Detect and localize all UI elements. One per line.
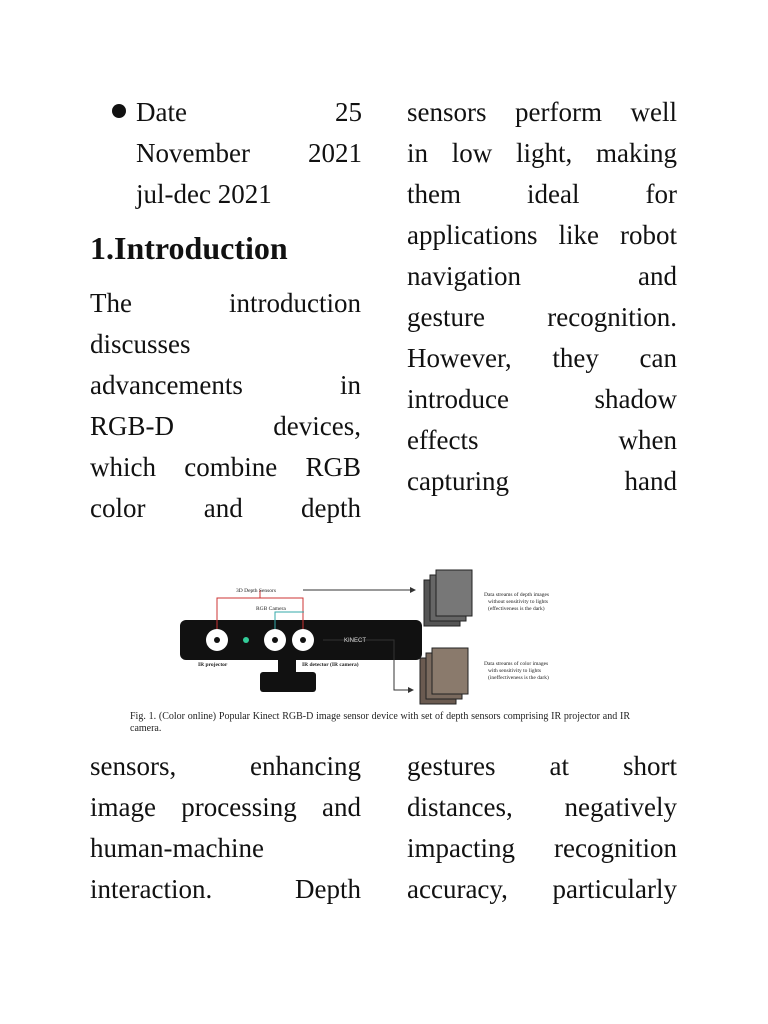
text-line: them ideal for <box>407 179 677 209</box>
label-rgb-camera: RGB Camera <box>256 606 286 612</box>
color-image-stack <box>432 648 468 694</box>
label-3d-sensors: 3D Depth Sensors <box>236 588 277 594</box>
text-line: which combine RGB <box>90 452 361 482</box>
kinect-base <box>260 672 316 692</box>
text-line: accuracy, particularly <box>407 874 677 904</box>
figure-caption: Fig. 1. (Color online) Popular Kinect RGB-D image sensor device with set of depth sensors comprising IR projector and IR camera. <box>130 711 630 734</box>
depth-stream-line-3: (effectiveness is the dark) <box>488 606 545 612</box>
text-line: color and depth <box>90 493 361 523</box>
text-line: human-machine <box>90 833 264 863</box>
color-stream-line-3: (ineffectiveness is the dark) <box>488 675 549 681</box>
section-heading: 1.Introduction <box>90 230 288 266</box>
label-ir-detector: IR detector (IR camera) <box>302 662 359 668</box>
text-line: introduce shadow <box>407 384 677 414</box>
depth-stream-line-1: Data streams of depth images <box>484 592 550 598</box>
bullet-dot-icon <box>112 104 126 118</box>
text-line: advancements in <box>90 370 361 400</box>
date-line-2: November 2021 <box>136 138 362 168</box>
date-line-3: jul-dec 2021 <box>136 179 272 209</box>
text-line: interaction. Depth <box>90 874 361 904</box>
text-line: The introduction <box>90 288 361 318</box>
date-line-1: Date 25 <box>136 97 362 127</box>
text-line: gesture recognition. <box>407 302 677 332</box>
text-line: effects when <box>407 425 677 455</box>
date-bullet-text <box>136 92 362 215</box>
text-line: sensors, enhancing <box>90 751 361 781</box>
text-line: impacting recognition <box>407 833 677 863</box>
text-line: applications like robot <box>407 220 677 250</box>
label-ir-projector: IR projector <box>198 662 228 668</box>
text-line: RGB-D devices, <box>90 411 361 441</box>
text-line: gestures at short <box>407 751 677 781</box>
text-line: navigation and <box>407 261 677 291</box>
left-column-top <box>90 283 361 529</box>
text-line: distances, negatively <box>407 792 677 822</box>
left-column-bottom <box>90 746 361 910</box>
color-stream-line-1: Data streams of color images <box>484 661 549 667</box>
right-column-top <box>407 92 677 502</box>
text-line: sensors perform well <box>407 97 677 127</box>
label-kinect: KINECT <box>344 638 367 644</box>
kinect-diagram <box>128 568 634 708</box>
depth-image-stack <box>436 570 472 616</box>
right-column-bottom <box>407 746 677 910</box>
color-stream-line-2: with sensitivity to lights <box>488 668 542 674</box>
depth-stream-line-2: without sensitivity to lights <box>488 599 549 605</box>
text-line: capturing hand <box>407 466 677 496</box>
text-line: in low light, making <box>407 138 677 168</box>
text-line: However, they can <box>407 343 677 373</box>
text-line: discusses <box>90 329 191 359</box>
text-line: image processing and <box>90 792 361 822</box>
